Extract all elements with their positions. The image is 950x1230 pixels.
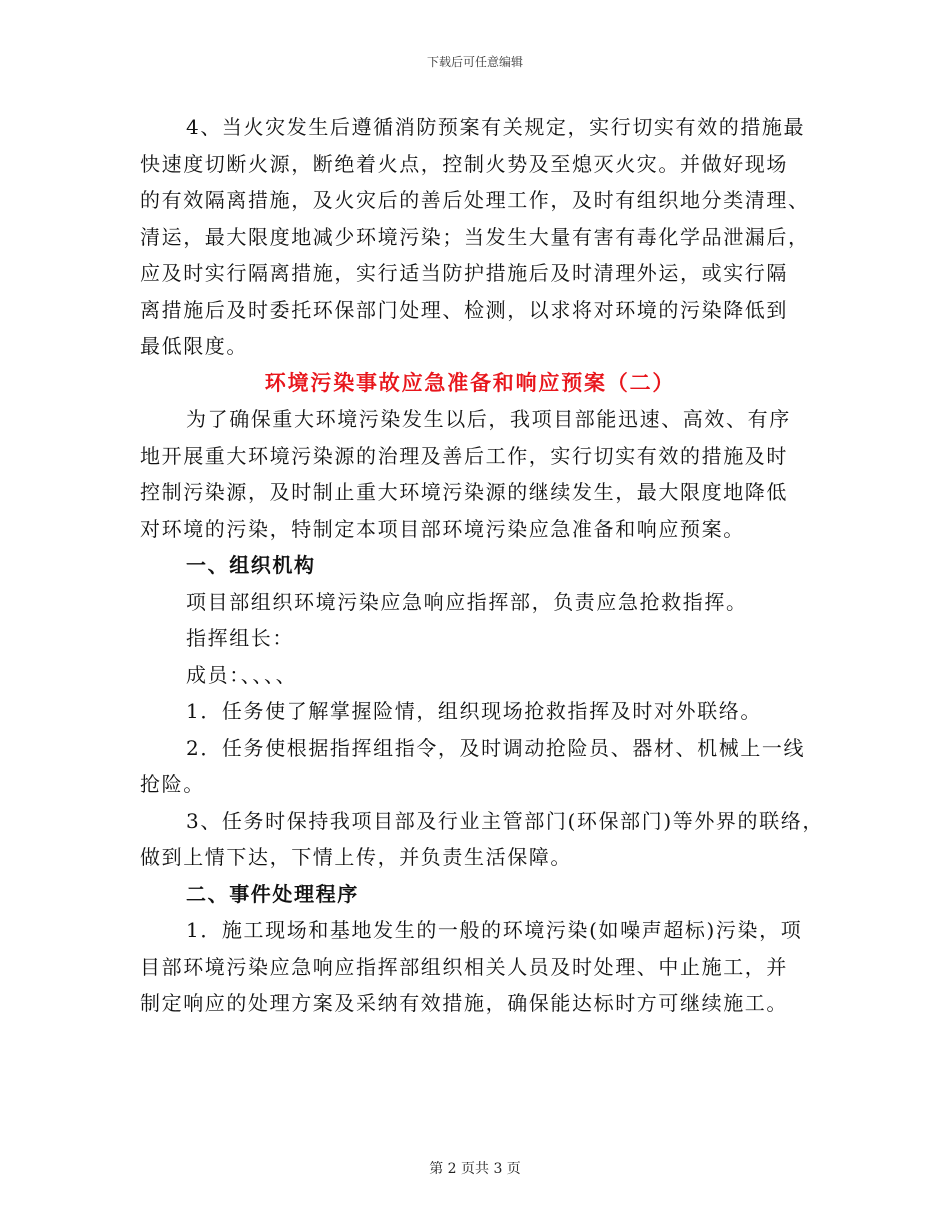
list-item-continuation: 目部环境污染应急响应指挥部组织相关人员及时处理、中止施工，并 xyxy=(140,954,788,979)
list-item: 1．施工现场和基地发生的一般的环境污染(如噪声超标)污染，项 xyxy=(186,918,803,942)
page-header: 下载后可任意编辑 xyxy=(426,55,523,69)
paragraph-line: 应及时实行隔离措施，实行适当防护措施后及时清理外运，或实行隔 xyxy=(140,261,788,285)
paragraph-line: 4、当火灾发生后遵循消防预案有关规定，实行切实有效的措施最 xyxy=(186,115,806,139)
section-heading: 一、组织机构 xyxy=(186,553,316,577)
list-item: 1．任务使了解掌握险情，组织现场抢救指挥及时对外联络。 xyxy=(186,699,762,723)
list-item-continuation: 做到上情下达，下情上传，并负责生活保障。 xyxy=(140,845,572,869)
paragraph-line: 对环境的污染，特制定本项目部环境污染应急准备和响应预案。 xyxy=(140,516,745,541)
paragraph-line: 指挥组长： xyxy=(186,626,294,650)
paragraph-line: 最低限度。 xyxy=(140,334,248,358)
paragraph-line: 控制污染源，及时制止重大环境污染源的继续发生，最大限度地降低 xyxy=(140,480,788,504)
list-item: 2．任务使根据指挥组指令，及时调动抢险员、器材、机械上一线 xyxy=(186,735,806,760)
list-item-continuation: 制定响应的处理方案及采纳有效措施，确保能达标时方可继续施工。 xyxy=(140,991,788,1015)
paragraph-line: 快速度切断火源，断绝着火点，控制火势及至熄灭火灾。并做好现场 xyxy=(140,151,788,176)
paragraph-line: 地开展重大环境污染源的治理及善后工作，实行切实有效的措施及时 xyxy=(140,443,788,468)
paragraph-line: 成员：、、、、 xyxy=(186,662,298,687)
section-title: 环境污染事故应急准备和响应预案（二） xyxy=(264,369,676,395)
document-body xyxy=(140,109,824,1022)
paragraph-line: 清运，最大限度地减少环境污染；当发生大量有害有毒化学品泄漏后， xyxy=(140,224,810,249)
page-footer: 第 2 页共 3 页 xyxy=(429,1161,521,1177)
paragraph-line: 的有效隔离措施，及火灾后的善后处理工作，及时有组织地分类清理、 xyxy=(140,188,810,212)
list-item: 3、任务时保持我项目部及行业主管部门(环保部门)等外界的联络， xyxy=(186,808,824,833)
section-heading: 二、事件处理程序 xyxy=(186,881,359,906)
paragraph-line: 项目部组织环境污染应急响应指挥部，负责应急抢救指挥。 xyxy=(186,589,748,614)
list-item-continuation: 抢险。 xyxy=(140,772,205,796)
paragraph-line: 离措施后及时委托环保部门处理、检测，以求将对环境的污染降低到 xyxy=(140,297,788,322)
paragraph-line: 为了确保重大环境污染发生以后，我项目部能迅速、高效、有序 xyxy=(186,407,791,431)
